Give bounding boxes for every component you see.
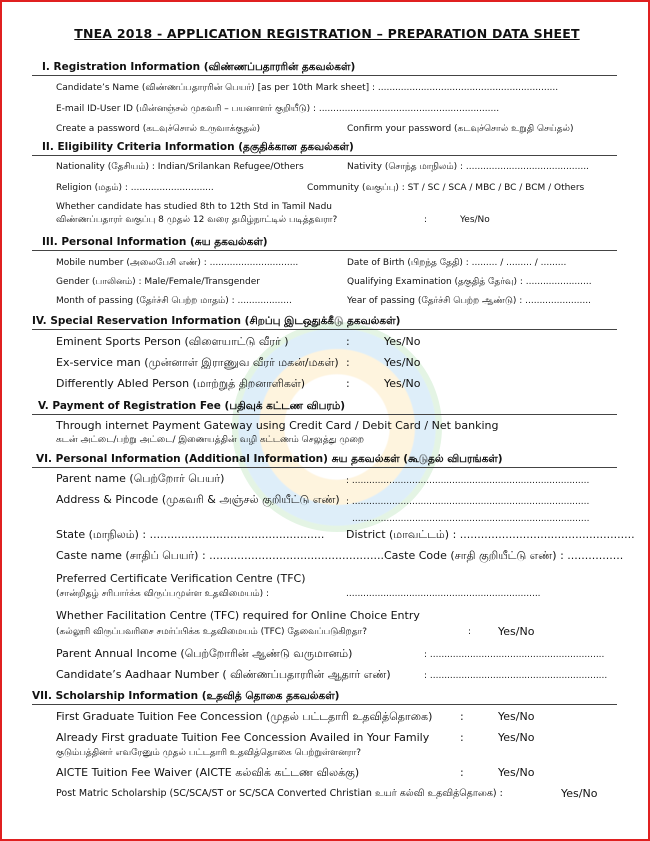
family-concession-label: Already First graduate Tuition Fee Concession Availed in Your Family — [56, 731, 430, 744]
confirm-password-field[interactable]: Confirm your password (கடவுச்சொல் உறுதி செய்தல்) — [347, 124, 574, 134]
divider — [32, 75, 617, 76]
colon: : — [460, 731, 464, 744]
section-1-heading: I. Registration Information (விண்ணப்பதாரரின் தகவல்கள்) — [42, 61, 356, 73]
section-5-heading: V. Payment of Registration Fee (பதிவுக் கட்டண விபரம்) — [38, 400, 346, 412]
colon: : — [346, 335, 350, 348]
post-matric-choice[interactable]: Yes/No — [561, 787, 598, 800]
section-7-heading: VII. Scholarship Information (உதவித் தொகை தகவல்கள்) — [32, 690, 340, 702]
first-graduate-label: First Graduate Tuition Fee Concession (முதல் பட்டதாரி உதவித்தொகை) — [56, 710, 433, 723]
divider — [32, 414, 617, 415]
nativity-field[interactable]: Nativity (சொந்த மாநிலம்) : ........................................... — [347, 162, 589, 172]
post-matric-label: Post Matric Scholarship (SC/SCA/ST or SC/SCA Converted Christian உயர் கல்வி உதவித்தொகை) : — [56, 788, 503, 799]
studied-tn-label-tamil: விண்ணப்பதாரர் வகுப்பு 8 முதல் 12 வரை தமிழ்நாட்டில் படித்தவரா? — [56, 215, 338, 225]
studied-tn-choice[interactable]: Yes/No — [460, 215, 490, 225]
month-passing-field[interactable]: Month of passing (தேர்ச்சி பெற்ற மாதம்) : ................... — [56, 296, 292, 306]
aadhaar-field[interactable]: : .............................................................. — [424, 671, 608, 681]
email-field[interactable]: E-mail ID-User ID (மின்னஞ்சல் முகவரி – பயனாளர் குறியீடு) : ............................................................... — [56, 104, 500, 114]
divider — [32, 704, 617, 705]
divider — [32, 329, 617, 330]
mobile-field[interactable]: Mobile number (அலைபேசி எண்) : ............................... — [56, 258, 299, 268]
section-4-heading: IV. Special Reservation Information (சிறப்பு இடஒதுக்கீடு தகவல்கள்) — [32, 315, 401, 327]
aicte-waiver-label: AICTE Tuition Fee Waiver (AICTE கல்விக் கட்டண விலக்கு) — [56, 766, 360, 779]
tfc-field[interactable]: .................................................................... — [346, 589, 541, 599]
facilitation-label: Whether Facilitation Centre (TFC) required for Online Choice Entry — [56, 609, 420, 622]
aicte-waiver-choice[interactable]: Yes/No — [498, 766, 535, 779]
tfc-label-tamil: (சான்றிதழ் சரிபார்க்க விருப்பமுள்ள உதவிமையம்) : — [56, 589, 270, 599]
password-field[interactable]: Create a password (கடவுச்சொல் உருவாக்குதல்) — [56, 124, 261, 134]
first-graduate-choice[interactable]: Yes/No — [498, 710, 535, 723]
caste-name-field[interactable]: Caste name (சாதிப் பெயர்) : .................................................. — [56, 549, 384, 562]
sports-person-choice[interactable]: Yes/No — [384, 335, 421, 348]
colon: : — [468, 627, 472, 637]
divider — [32, 467, 617, 468]
colon: : — [460, 766, 464, 779]
state-field[interactable]: State (மாநிலம்) : .................................................. — [56, 528, 325, 541]
payment-method-text: Through internet Payment Gateway using Credit Card / Debit Card / Net banking — [56, 419, 499, 432]
family-concession-choice[interactable]: Yes/No — [498, 731, 535, 744]
district-field[interactable]: District (மாவட்டம்) : .................................................. — [346, 528, 635, 541]
divider — [32, 155, 617, 156]
divider — [32, 250, 617, 251]
caste-code-field[interactable]: Caste Code (சாதி குறியீட்டு எண்) : ................ — [384, 549, 624, 562]
nationality-field[interactable]: Nationality (தேசியம்) : Indian/Srilankan Refugee/Others — [56, 162, 304, 172]
gender-field[interactable]: Gender (பாலினம்) : Male/Female/Transgender — [56, 277, 260, 287]
address-field-line2[interactable]: ................................................................................... — [352, 514, 590, 524]
payment-method-text-tamil: கடன் அட்டை/பற்று அட்டை/ இணையத்தின் வழி கட்டணம் செலுத்து முறை — [56, 435, 364, 445]
sports-person-label: Eminent Sports Person (விளையாட்டு வீரர் ) — [56, 335, 289, 348]
facilitation-choice[interactable]: Yes/No — [498, 625, 535, 638]
section-6-heading: VI. Personal Information (Additional Information) சுய தகவல்கள் (கூடுதல் விபரங்கள்) — [36, 453, 503, 465]
year-passing-field[interactable]: Year of passing (தேர்ச்சி பெற்ற ஆண்டு) : ....................... — [347, 296, 591, 306]
address-field-line1[interactable]: : ................................................................................... — [346, 497, 590, 507]
studied-tn-label: Whether candidate has studied 8th to 12th Std in Tamil Nadu — [56, 202, 332, 212]
tfc-label: Preferred Certificate Verification Centre (TFC) — [56, 572, 306, 585]
candidate-name-field[interactable]: Candidate’s Name (விண்ணப்பதாரரின் பெயர்) [as per 10th Mark sheet] : ............................................................... — [56, 83, 559, 93]
religion-field[interactable]: Religion (மதம்) : ............................. — [56, 183, 214, 193]
dob-field[interactable]: Date of Birth (பிறந்த தேதி) : ......... / ......... / ......... — [347, 258, 567, 268]
qualifying-exam-field[interactable]: Qualifying Examination (தகுதித் தேர்வு) : ....................... — [347, 277, 592, 287]
ex-service-choice[interactable]: Yes/No — [384, 356, 421, 369]
colon: : — [346, 377, 350, 390]
differently-abled-label: Differently Abled Person (மாற்றுத் திறனாளிகள்) — [56, 377, 306, 390]
address-label: Address & Pincode (முகவரி & அஞ்சல் குறியீட்டு எண்) — [56, 493, 340, 506]
community-field[interactable]: Community (வகுப்பு) : ST / SC / SCA / MBC / BC / BCM / Others — [307, 183, 585, 193]
aadhaar-label: Candidate’s Aadhaar Number ( விண்ணப்பதாரரின் ஆதார் எண்) — [56, 668, 391, 681]
page-title: TNEA 2018 - APPLICATION REGISTRATION – PREPARATION DATA SHEET — [74, 26, 580, 41]
parent-name-label: Parent name (பெற்றோர் பெயர்) — [56, 472, 225, 485]
family-concession-label-tamil: குடும்பத்தினர் எவரேனும் முதல் பட்டதாரி உதவித்தொகை பெற்றுள்ளனரா? — [56, 748, 362, 758]
section-3-heading: III. Personal Information (சுய தகவல்கள்) — [42, 236, 268, 248]
facilitation-label-tamil: (கல்லூரி விருப்பவரிசை சமர்ப்பிக்க உதவிமையம் (TFC) தேவைப்படுகிறதா? — [56, 627, 368, 637]
differently-abled-choice[interactable]: Yes/No — [384, 377, 421, 390]
parent-name-field[interactable]: : ................................................................................... — [346, 476, 590, 486]
colon: : — [424, 215, 428, 225]
colon: : — [346, 356, 350, 369]
colon: : — [460, 710, 464, 723]
section-2-heading: II. Eligibility Criteria Information (தகுதிக்கான தகவல்கள்) — [42, 141, 354, 153]
income-label: Parent Annual Income (பெற்றோரின் ஆண்டு வருமானம்) — [56, 647, 353, 660]
income-field[interactable]: : ............................................................. — [424, 650, 605, 660]
ex-service-label: Ex-service man (முன்னாள் இராணுவ வீரர் மகன்/மகள்) — [56, 356, 339, 369]
